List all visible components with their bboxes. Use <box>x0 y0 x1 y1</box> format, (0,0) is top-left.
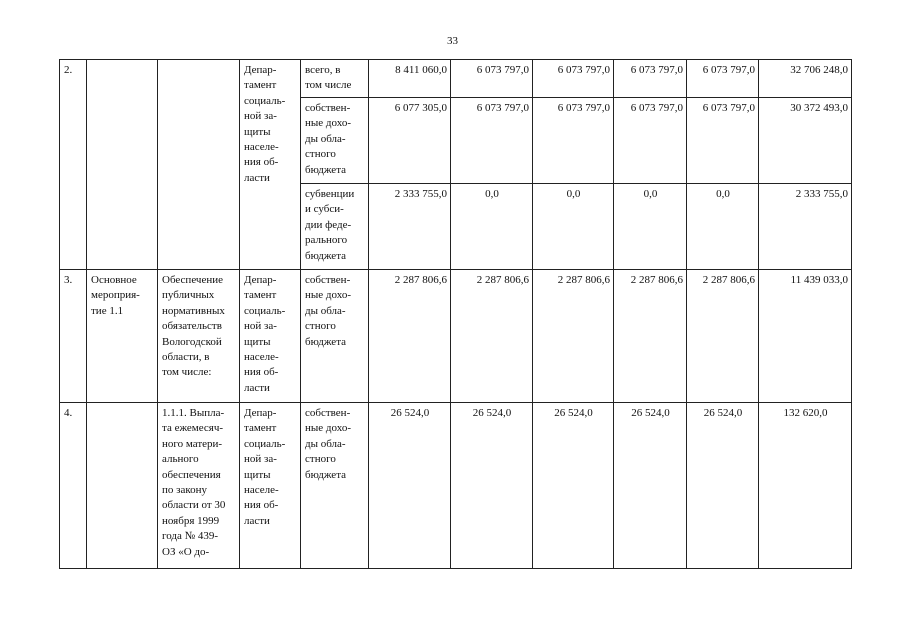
funding-source-cell: собствен- ные дохо- ды обла- стного бюджета <box>301 270 369 403</box>
value-cell: 6 073 797,0 <box>687 98 759 184</box>
value-cell: 26 524,0 <box>687 403 759 569</box>
total-cell: 30 372 493,0 <box>759 98 852 184</box>
program-cell: Основное мероприя- тие 1.1 <box>87 270 158 403</box>
value-cell: 6 073 797,0 <box>451 60 533 98</box>
program-cell <box>87 60 158 270</box>
measure-cell <box>158 60 240 270</box>
value-cell: 2 333 755,0 <box>369 184 451 270</box>
value-cell: 2 287 806,6 <box>614 270 687 403</box>
value-cell: 2 287 806,6 <box>369 270 451 403</box>
value-cell: 0,0 <box>614 184 687 270</box>
value-cell: 26 524,0 <box>451 403 533 569</box>
table-row <box>60 403 852 569</box>
value-cell: 26 524,0 <box>533 403 614 569</box>
row-index: 3. <box>60 270 87 403</box>
total-cell: 32 706 248,0 <box>759 60 852 98</box>
table-row <box>60 60 852 98</box>
funding-source-cell: субвенции и субси- дии феде- рального бюджета <box>301 184 369 270</box>
value-cell: 0,0 <box>451 184 533 270</box>
row-index: 4. <box>60 403 87 569</box>
measure-cell: Обеспечение публичных нормативных обязательств Вологодской области, в том числе: <box>158 270 240 403</box>
department-cell: Депар- тамент социаль- ной за- щиты населе- ния об- ласти <box>240 403 301 569</box>
value-cell: 0,0 <box>687 184 759 270</box>
value-cell: 26 524,0 <box>614 403 687 569</box>
page-number: 33 <box>447 35 458 47</box>
funding-source-cell: собствен- ные дохо- ды обла- стного бюджета <box>301 98 369 184</box>
department-cell: Депар- тамент социаль- ной за- щиты населе- ния об- ласти <box>240 270 301 403</box>
total-cell: 2 333 755,0 <box>759 184 852 270</box>
value-cell: 2 287 806,6 <box>687 270 759 403</box>
value-cell: 2 287 806,6 <box>451 270 533 403</box>
value-cell: 0,0 <box>533 184 614 270</box>
row-index: 2. <box>60 60 87 270</box>
total-cell: 132 620,0 <box>759 403 852 569</box>
value-cell: 8 411 060,0 <box>369 60 451 98</box>
value-cell: 26 524,0 <box>369 403 451 569</box>
total-cell: 11 439 033,0 <box>759 270 852 403</box>
table-row <box>60 270 852 403</box>
funding-source-cell: собствен- ные дохо- ды обла- стного бюджета <box>301 403 369 569</box>
value-cell: 2 287 806,6 <box>533 270 614 403</box>
value-cell: 6 073 797,0 <box>533 60 614 98</box>
value-cell: 6 073 797,0 <box>687 60 759 98</box>
value-cell: 6 073 797,0 <box>614 98 687 184</box>
value-cell: 6 073 797,0 <box>451 98 533 184</box>
funding-source-cell: всего, в том числе <box>301 60 369 98</box>
measure-cell: 1.1.1. Выпла- та ежемесяч- ного матери- ального обеспечения по закону области от 30 ноября 1999 года № 439- ОЗ «О до- <box>158 403 240 569</box>
department-cell: Депар- тамент социаль- ной за- щиты населе- ния об- ласти <box>240 60 301 270</box>
budget-table <box>59 59 852 569</box>
program-cell <box>87 403 158 569</box>
value-cell: 6 077 305,0 <box>369 98 451 184</box>
value-cell: 6 073 797,0 <box>533 98 614 184</box>
value-cell: 6 073 797,0 <box>614 60 687 98</box>
